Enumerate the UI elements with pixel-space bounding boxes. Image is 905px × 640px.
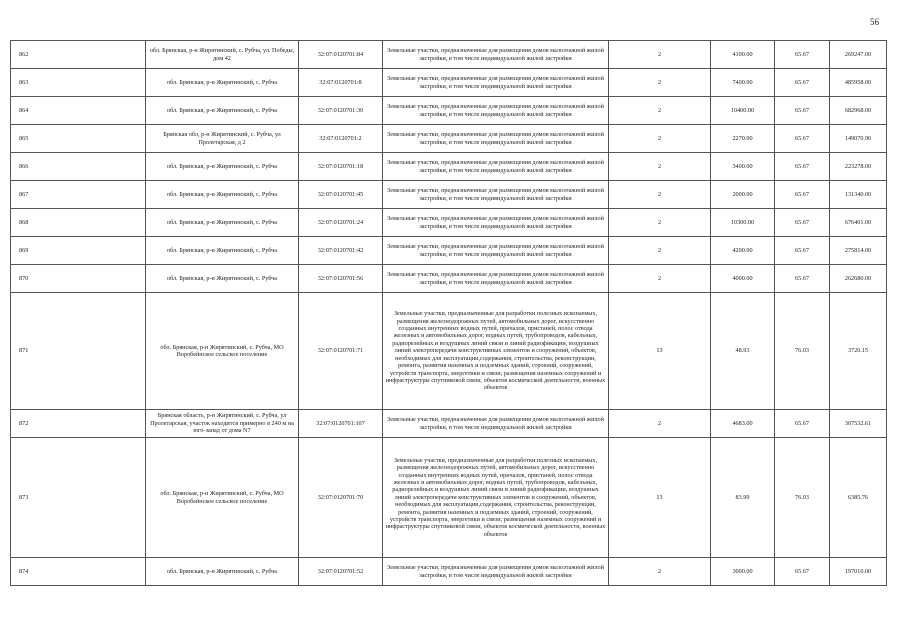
area-cell: 10400.00	[711, 97, 775, 125]
cadastral-number-cell: 32:07:0120701:107	[299, 410, 383, 438]
page-number: 56	[870, 17, 879, 27]
area-cell: 2000.00	[711, 181, 775, 209]
cadastral-number-cell: 32:07:0120701:24	[299, 209, 383, 237]
row-number: 869	[11, 237, 146, 265]
table-row	[11, 97, 887, 125]
address-cell: обл. Брянская, р-н Жирятинский, с. Рубча	[146, 69, 299, 97]
land-use-cell: Земельные участки, предназначенные для размещения домов малоэтажной жилой застройки, в том числе индивидуальной жилой застройки	[383, 410, 609, 438]
area-cell: 3000.00	[711, 558, 775, 586]
use-code-cell: 2	[609, 558, 711, 586]
row-number: 868	[11, 209, 146, 237]
address-cell: обл. Брянская, р-н Жирятинский, с. Рубча	[146, 237, 299, 265]
land-use-cell: Земельные участки, предназначенные для разработки полезных ископаемых, размещения железнодорожных путей, автомобильных дорог, искусственно созданных внутренних водных путей, причалов, пристаней, полос отвода железных и автомобильных дорог, водных путей, трубопроводов, кабельных, радиорелейных и воздушных линий связи и линий радиофикации, воздушных линий электропередачи конструктивных элементов и сооружений, объектов, необходимых для эксплуатации,содержания, строительства, реконструкции, ремонта, развития наземных и подземных зданий, строений, сооружений, устройств транспорта, энергетики и связи; размещения наземных сооружений и инфраструктуры спутниковой связи, объектов космической деятельности, военных объектов	[383, 293, 609, 410]
table-row	[11, 69, 887, 97]
cadastral-number-cell: 32:07:0120701:52	[299, 558, 383, 586]
rate-cell: 65.67	[775, 41, 830, 69]
address-cell: обл. Брянская, р-н Жирятинский, с. Рубча	[146, 265, 299, 293]
use-code-cell: 2	[609, 265, 711, 293]
address-cell: обл. Брянская, р-н Жирятинский, с. Рубча, МО Воробейнское сельское поселение	[146, 293, 299, 410]
area-cell: 10300.00	[711, 209, 775, 237]
use-code-cell: 2	[609, 237, 711, 265]
land-use-cell: Земельные участки, предназначенные для размещения домов малоэтажной жилой застройки, в том числе индивидуальной жилой застройки	[383, 209, 609, 237]
row-number: 874	[11, 558, 146, 586]
rate-cell: 76.03	[775, 438, 830, 558]
row-number: 864	[11, 97, 146, 125]
cadastral-value-cell: 485958.00	[830, 69, 887, 97]
table-row	[11, 293, 887, 410]
area-cell: 4683.00	[711, 410, 775, 438]
rate-cell: 65.67	[775, 181, 830, 209]
land-use-cell: Земельные участки, предназначенные для размещения домов малоэтажной жилой застройки, в том числе индивидуальной жилой застройки	[383, 153, 609, 181]
table-row	[11, 181, 887, 209]
address-cell: обл. Брянская, р-н Жирятинский, с. Рубча	[146, 153, 299, 181]
address-cell: Брянская область, р-н Жирятинский, с. Рубча, ул Пролетарская, участок находится примерно в 240 м на юго-запад от дома N7	[146, 410, 299, 438]
use-code-cell: 13	[609, 438, 711, 558]
rate-cell: 65.67	[775, 69, 830, 97]
cadastral-value-cell: 3720.15	[830, 293, 887, 410]
land-use-cell: Земельные участки, предназначенные для размещения домов малоэтажной жилой застройки, в том числе индивидуальной жилой застройки	[383, 41, 609, 69]
cadastral-value-cell: 676401.00	[830, 209, 887, 237]
cadastral-value-cell: 262680.00	[830, 265, 887, 293]
area-cell: 3400.00	[711, 153, 775, 181]
row-number: 871	[11, 293, 146, 410]
cadastral-value-cell: 307532.61	[830, 410, 887, 438]
land-use-cell: Земельные участки, предназначенные для размещения домов малоэтажной жилой застройки, в том числе индивидуальной жилой застройки	[383, 181, 609, 209]
land-use-cell: Земельные участки, предназначенные для размещения домов малоэтажной жилой застройки, в том числе индивидуальной жилой застройки	[383, 69, 609, 97]
table-row	[11, 153, 887, 181]
address-cell: обл. Брянская, р-н Жирятинский, с. Рубча	[146, 97, 299, 125]
cadastral-number-cell: 32:07:0120701:45	[299, 181, 383, 209]
area-cell: 4200.00	[711, 237, 775, 265]
table-row	[11, 438, 887, 558]
rate-cell: 65.67	[775, 558, 830, 586]
cadastral-value-cell: 682968.00	[830, 97, 887, 125]
use-code-cell: 13	[609, 293, 711, 410]
rate-cell: 65.67	[775, 410, 830, 438]
land-use-cell: Земельные участки, предназначенные для размещения домов малоэтажной жилой застройки, в том числе индивидуальной жилой застройки	[383, 558, 609, 586]
use-code-cell: 2	[609, 181, 711, 209]
area-cell: 4100.00	[711, 41, 775, 69]
cadastral-number-cell: 32:07:0120701:56	[299, 265, 383, 293]
cadastral-number-cell: 32:07:0120701:8	[299, 69, 383, 97]
cadastral-number-cell: 32:07:0120701:18	[299, 153, 383, 181]
cadastral-number-cell: 32:07:0120701:70	[299, 438, 383, 558]
cadastral-value-cell: 6385.76	[830, 438, 887, 558]
table-row	[11, 41, 887, 69]
cadastral-value-cell: 269247.00	[830, 41, 887, 69]
row-number: 865	[11, 125, 146, 153]
land-use-cell: Земельные участки, предназначенные для размещения домов малоэтажной жилой застройки, в том числе индивидуальной жилой застройки	[383, 97, 609, 125]
cadastral-registry-table	[10, 40, 887, 586]
land-use-cell: Земельные участки, предназначенные для размещения домов малоэтажной жилой застройки, в том числе индивидуальной жилой застройки	[383, 265, 609, 293]
table-row	[11, 410, 887, 438]
table-row	[11, 558, 887, 586]
cadastral-value-cell: 197010.00	[830, 558, 887, 586]
cadastral-value-cell: 131340.00	[830, 181, 887, 209]
rate-cell: 65.67	[775, 209, 830, 237]
use-code-cell: 2	[609, 69, 711, 97]
address-cell: обл. Брянская, р-н Жирятинский, с. Рубча	[146, 209, 299, 237]
row-number: 872	[11, 410, 146, 438]
row-number: 873	[11, 438, 146, 558]
use-code-cell: 2	[609, 209, 711, 237]
area-cell: 4000.00	[711, 265, 775, 293]
land-use-cell: Земельные участки, предназначенные для разработки полезных ископаемых, размещения железнодорожных путей, автомобильных дорог, искусственно созданных внутренних водных путей, причалов, пристаней, полос отвода железных и автомобильных дорог, водных путей, трубопроводов, кабельных, радиорелейных и воздушных линий связи и линий радиофикации, воздушных линий электропередачи конструктивных элементов и сооружений, объектов, необходимых для эксплуатации,содержания, строительства, реконструкции, ремонта, развития наземных и подземных зданий, строений, сооружений, устройств транспорта, энергетики и связи; размещения наземных сооружений и инфраструктуры спутниковой связи, объектов космической деятельности, военных объектов	[383, 438, 609, 558]
use-code-cell: 2	[609, 153, 711, 181]
row-number: 870	[11, 265, 146, 293]
row-number: 866	[11, 153, 146, 181]
table-row	[11, 265, 887, 293]
address-cell: обл. Брянская, р-н Жирятинский, с. Рубча, ул. Победы, дом 42	[146, 41, 299, 69]
area-cell: 83.99	[711, 438, 775, 558]
cadastral-value-cell: 223278.00	[830, 153, 887, 181]
cadastral-number-cell: 32:07:0120701:71	[299, 293, 383, 410]
rate-cell: 65.67	[775, 265, 830, 293]
cadastral-number-cell: 32:07:0120701:84	[299, 41, 383, 69]
table-row	[11, 209, 887, 237]
use-code-cell: 2	[609, 97, 711, 125]
land-use-cell: Земельные участки, предназначенные для размещения домов малоэтажной жилой застройки, в том числе индивидуальной жилой застройки	[383, 125, 609, 153]
area-cell: 7400.00	[711, 69, 775, 97]
row-number: 863	[11, 69, 146, 97]
address-cell: обл. Брянская, р-н Жирятинский, с. Рубча	[146, 558, 299, 586]
rate-cell: 76.03	[775, 293, 830, 410]
address-cell: обл. Брянская, р-н Жирятинский, с. Рубча	[146, 181, 299, 209]
table-row	[11, 125, 887, 153]
use-code-cell: 2	[609, 125, 711, 153]
rate-cell: 65.67	[775, 125, 830, 153]
land-use-cell: Земельные участки, предназначенные для размещения домов малоэтажной жилой застройки, в том числе индивидуальной жилой застройки	[383, 237, 609, 265]
rate-cell: 65.67	[775, 153, 830, 181]
cadastral-value-cell: 149070.90	[830, 125, 887, 153]
cadastral-number-cell: 32:07:0120701:30	[299, 97, 383, 125]
cadastral-value-cell: 275814.00	[830, 237, 887, 265]
cadastral-number-cell: 32:07:0120701:2	[299, 125, 383, 153]
registry-rows	[11, 41, 887, 586]
use-code-cell: 2	[609, 410, 711, 438]
cadastral-number-cell: 32:07:0120701:42	[299, 237, 383, 265]
rate-cell: 65.67	[775, 97, 830, 125]
row-number: 867	[11, 181, 146, 209]
use-code-cell: 2	[609, 41, 711, 69]
area-cell: 2270.00	[711, 125, 775, 153]
table-row	[11, 237, 887, 265]
address-cell: Брянская обл, р-н Жирятинский, с. Рубча, ул Пролетарская, д 2	[146, 125, 299, 153]
area-cell: 48.93	[711, 293, 775, 410]
address-cell: обл. Брянская, р-н Жирятинский, с. Рубча, МО Воробейнское сельское поселение	[146, 438, 299, 558]
row-number: 862	[11, 41, 146, 69]
rate-cell: 65.67	[775, 237, 830, 265]
